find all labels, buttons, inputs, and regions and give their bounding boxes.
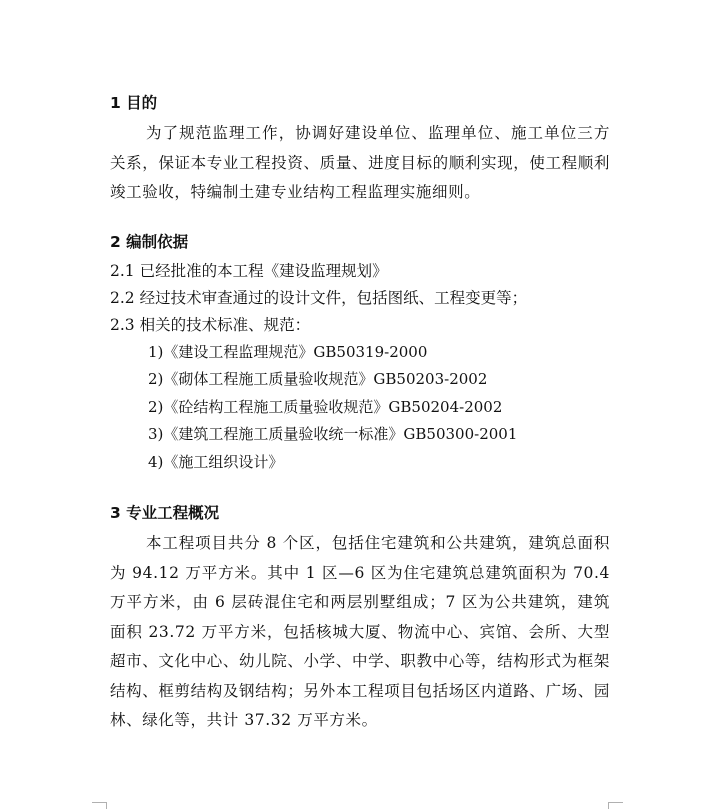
section-3-paragraph: 本工程项目共分 8 个区，包括住宅建筑和公共建筑，建筑总面积为 94.12 万平方米。其中 1 区—6 区为住宅建筑总建筑面积为 70.4 万平方米，由 6 层砖混住宅和两层别墅组成；7 区为公共建筑，建筑面积 23.72 万平方米，包括核城大厦、物流中心、宾馆、会所、大型超市、文化中心、幼儿院、小学、中学、职教中心等，结构形式为框架结构、框剪结构及钢结构；另外本工程项目包括场区内道路、广场、园林、绿化等，共计 37.32 万平方米。 xyxy=(110,534,610,729)
document-body xyxy=(110,92,610,736)
section-2-heading: 2 编制依据 xyxy=(110,232,189,251)
reference-item: 4)《施工组织设计》 xyxy=(148,452,284,471)
reference-item: 2)《砼结构工程施工质量验收规范》GB50204-2002 xyxy=(148,397,503,416)
section-3-heading: 3 专业工程概况 xyxy=(110,504,220,522)
basis-item-2-3: 2.3 相关的技术标准、规范： xyxy=(110,315,311,334)
reference-item: 2)《砌体工程施工质量验收规范》GB50203-2002 xyxy=(148,370,488,388)
section-1-heading: 1 目的 xyxy=(110,94,158,112)
reference-item: 1)《建设工程监理规范》GB50319-2000 xyxy=(148,342,428,361)
section-1-paragraph: 为了规范监理工作，协调好建设单位、监理单位、施工单位三方关系，保证本专业工程投资、质量、进度目标的顺利实现，使工程顺利竣工验收，特编制土建专业结构工程监理实施细则。 xyxy=(110,124,610,201)
basis-item-2-1: 2.1 已经批准的本工程《建设监理规划》 xyxy=(110,261,388,280)
crop-mark-right xyxy=(608,802,623,809)
crop-mark-left xyxy=(92,802,107,809)
reference-item: 3)《建筑工程施工质量验收统一标准》GB50300-2001 xyxy=(148,425,518,443)
basis-item-2-2: 2.2 经过技术审查通过的设计文件，包括图纸、工程变更等； xyxy=(110,288,528,307)
